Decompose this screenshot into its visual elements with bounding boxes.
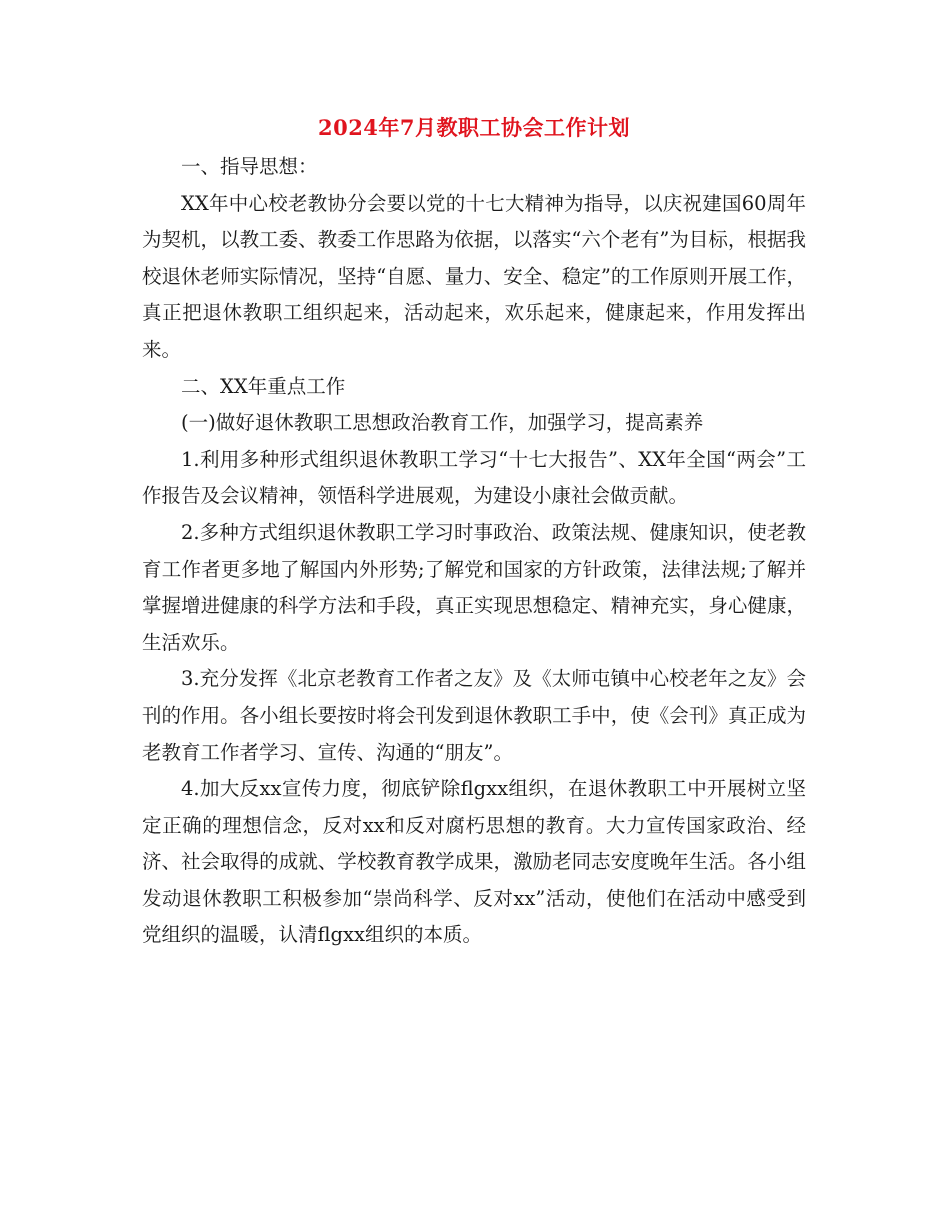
paragraph-item-3: 3.充分发挥《北京老教育工作者之友》及《太师屯镇中心校老年之友》会刊的作用。各小组长要按时将会刊发到退休教职工手中，使《会刊》真正成为老教育工作者学习、宣传、沟通的“朋友”。 bbox=[142, 667, 806, 764]
section-heading-key-work: 二、XX年重点工作 bbox=[181, 374, 346, 398]
paragraph-item-2: 2.多种方式组织退休教职工学习时事政治、政策法规、健康知识，使老教育工作者更多地了解国内外形势;了解党和国家的方针政策，法律法规;了解并掌握增进健康的科学方法和手段，真正实现思想稳定、精神充实，身心健康，生活欢乐。 bbox=[142, 520, 806, 654]
paragraph-item-1: 1.利用多种形式组织退休教职工学习“十七大报告”、XX年全国“两会”工作报告及会议精神，领悟科学进展观，为建设小康社会做贡献。 bbox=[142, 447, 806, 508]
subsection-heading-political-education: (一)做好退休教职工思想政治教育工作，加强学习，提高素养 bbox=[181, 411, 704, 435]
paragraph-guiding-ideology-body: XX年中心校老教协分会要以党的十七大精神为指导，以庆祝建国60周年为契机，以教工委、教委工作思路为依据，以落实“六个老有”为目标，根据我校退休老师实际情况，坚持“自愿、量力、安全、稳定”的工作原则开展工作，真正把退休教职工组织起来，活动起来，欢乐起来，健康起来，作用发挥出来。 bbox=[142, 191, 806, 361]
paragraph-item-4: 4.加大反xx宣传力度，彻底铲除flgxx组织，在退休教职工中开展树立坚定正确的理想信念，反对xx和反对腐朽思想的教育。大力宣传国家政治、经济、社会取得的成就、学校教育教学成果，激励老同志安度晚年生活。各小组发动退休教职工积极参加“崇尚科学、反对xx”活动，使他们在活动中感受到党组织的温暖，认清flgxx组织的本质。 bbox=[142, 777, 806, 947]
document-title: 2024年7月教职工协会工作计划 bbox=[317, 115, 631, 140]
section-heading-guiding-ideology: 一、指导思想： bbox=[181, 155, 318, 178]
